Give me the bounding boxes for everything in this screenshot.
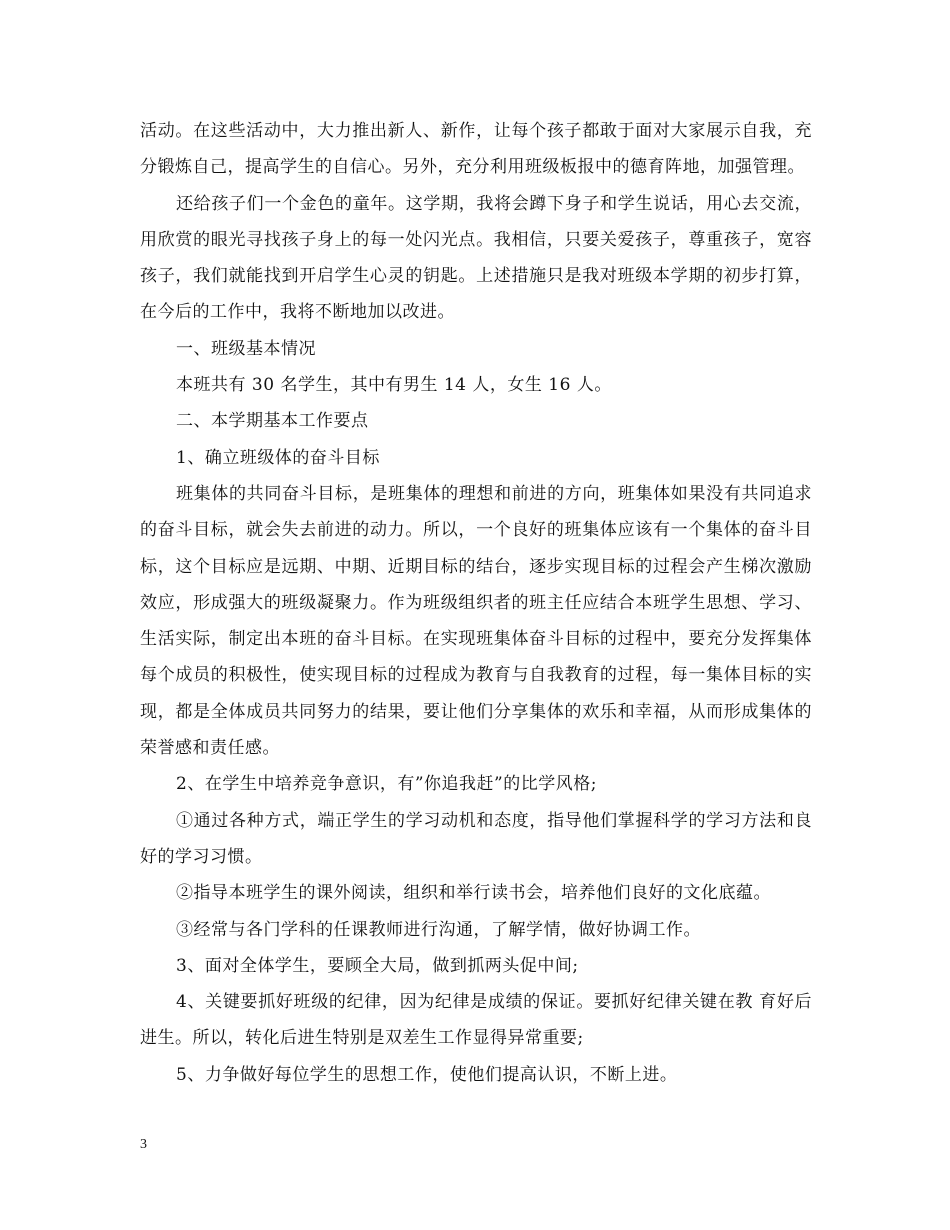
subheading-discipline: 4、关键要抓好班级的纪律，因为纪律是成绩的保证。要抓好纪律关键在教 育好后进生。所以，转化后进生特别是双差生工作显得异常重要; [140,992,812,1049]
paragraph-class-goal: 班集体的共同奋斗目标，是班集体的理想和前进的方向，班集体如果没有共同追求的奋斗目标，就会失去前进的动力。所以，一个良好的班集体应该有一个集体的奋斗目标，这个目标应是远期、中期、近期目标的结台，逐步实现目标的过程会产生梯次激励效应，形成强大的班级凝聚力。作为班级组织者的班主任应结合本班学生思想、学习、生活实际，制定出本班的奋斗目标。在实现班集体奋斗目标的过程中，要充分发挥集体每个成员的积极性，使实现目标的过程成为教育与自我教育的过程，每一集体目标的实现，都是全体成员共同努力的结果，要让他们分享集体的欢乐和幸福，从而形成集体的荣誉感和责任感。 [140,483,812,759]
subheading-competition: 2、在学生中培养竞争意识，有”你追我赶”的比学风格; [176,774,597,795]
document-body [140,113,812,1093]
paragraph-student-count: 本班共有 30 名学生，其中有男生 14 人，女生 16 人。 [176,375,612,396]
list-item-study-motivation: ①通过各种方式，端正学生的学习动机和态度，指导他们掌握科学的学习方法和良好的学习习惯。 [140,810,812,867]
paragraph-golden-childhood: 还给孩子们一个金色的童年。这学期，我将会蹲下身子和学生说话，用心去交流，用欣赏的眼光寻找孩子身上的每一处闪光点。我相信，只要关爱孩子，尊重孩子，宽容孩子，我们就能找到开启学生心灵的钥匙。上述措施只是我对班级本学期的初步打算，在今后的工作中，我将不断地加以改进。 [140,193,812,323]
subheading-class-goal: 1、确立班级体的奋斗目标 [176,447,380,468]
heading-class-basic-info: 一、班级基本情况 [176,338,316,359]
list-item-extracurricular-reading: ②指导本班学生的课外阅读，组织和举行读书会，培养他们良好的文化底蕴。 [176,883,771,904]
paragraph-intro-continuation: 活动。在这些活动中，大力推出新人、新作，让每个孩子都敢于面对大家展示自我，充分锻炼自己，提高学生的自信心。另外，充分利用班级板报中的德育阵地，加强管理。 [140,121,812,178]
heading-work-points: 二、本学期基本工作要点 [176,411,369,432]
subheading-ideological-work: 5、力争做好每位学生的思想工作，使他们提高认识，不断上进。 [176,1064,678,1085]
subheading-all-students: 3、面对全体学生，要顾全大局，做到抓两头促中间; [176,955,579,976]
list-item-teacher-communication: ③经常与各门学科的任课教师进行沟通，了解学情，做好协调工作。 [176,919,701,940]
page-number: 3 [140,1137,147,1152]
